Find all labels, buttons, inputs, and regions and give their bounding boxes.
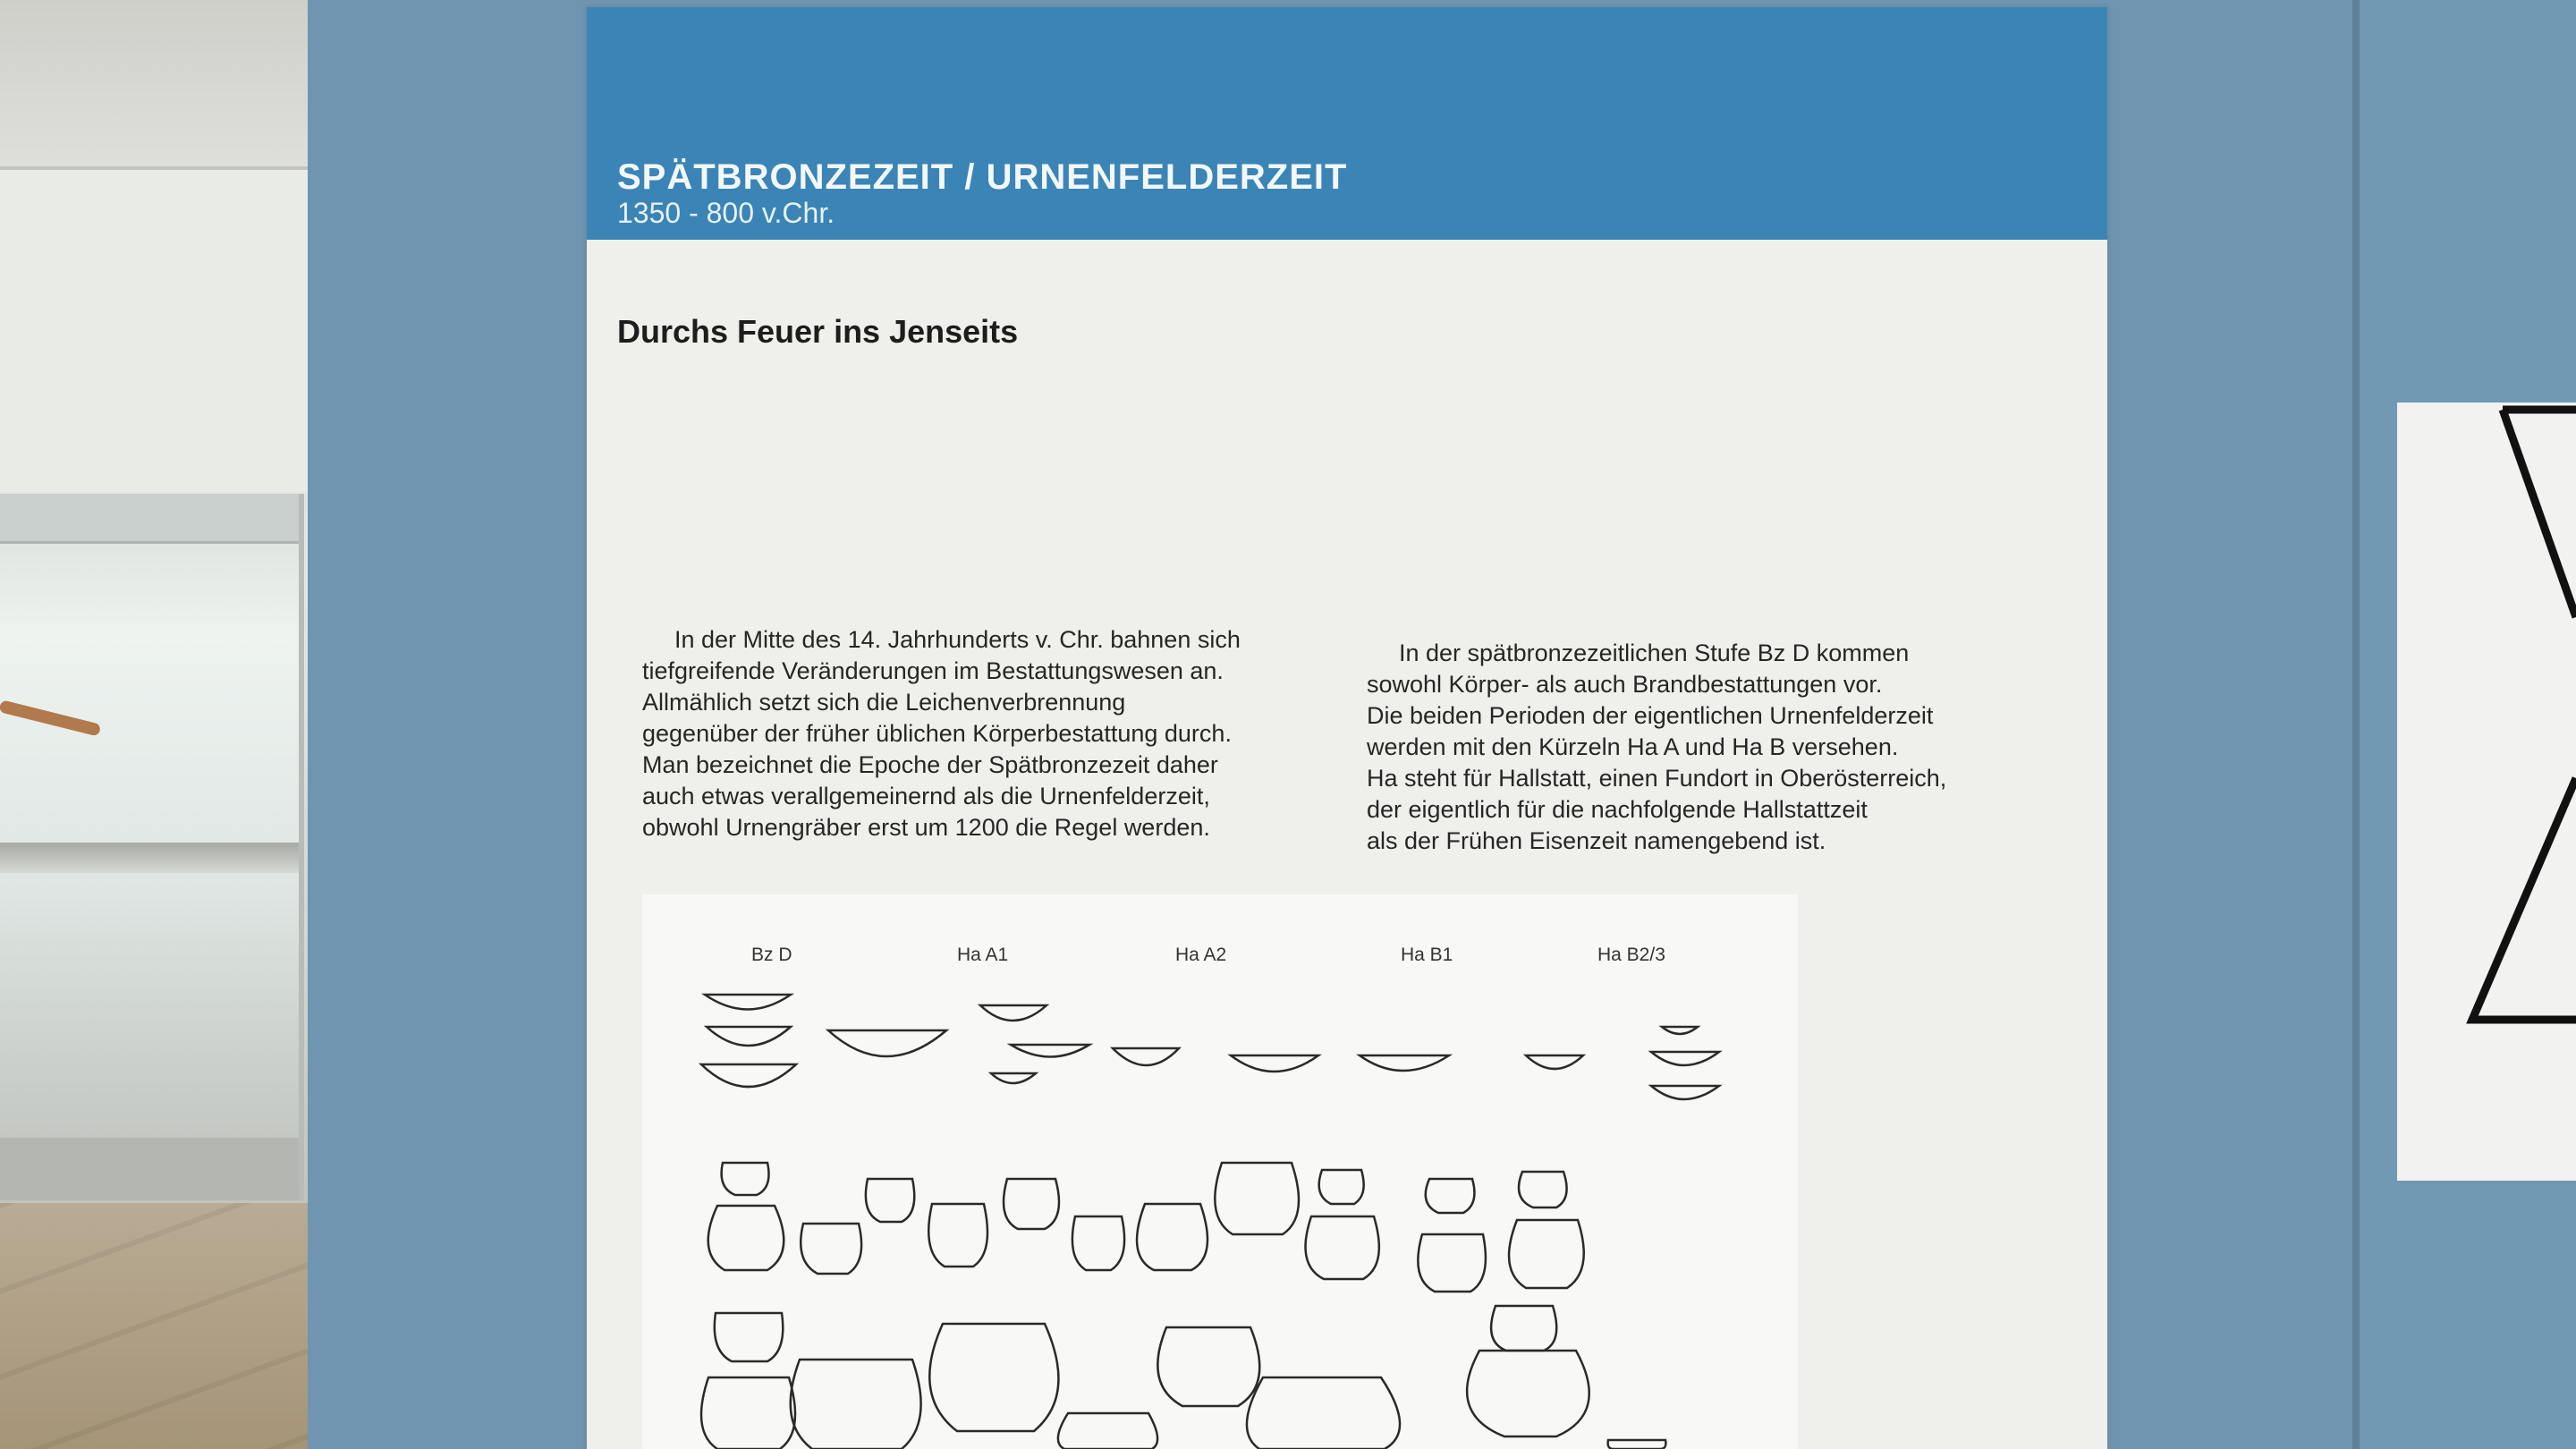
hourglass-graphic [2397, 402, 2576, 1181]
panel-title: SPÄTBRONZEZEIT / URNENFELDERZEIT [617, 157, 1348, 197]
panel-header [587, 7, 2107, 240]
phase-label-haa2: Ha A2 [1175, 945, 1227, 965]
adjacent-panel [2397, 402, 2576, 1181]
text-column-left [642, 624, 1322, 843]
wall-seam [2352, 0, 2360, 1449]
vitrine-base [0, 1138, 299, 1200]
room-floor [0, 1203, 308, 1449]
pottery-chronology-chart [642, 894, 1798, 1449]
vitrine-top [0, 494, 299, 544]
panel-subtitle: Durchs Feuer ins Jenseits [617, 313, 1019, 350]
room-wall [0, 170, 308, 492]
text-column-right [1367, 638, 2064, 857]
paragraph-left: In der Mitte des 14. Jahrhunderts v. Chr. bahnen sich tiefgreifende Veränderungen im Bestattungswesen an. Allmählich setzt sich die Leichenverbrennung gegenüber der früher üblichen Körperbestattung durch. Man bezeichnet die Epoche der Spätbronzezeit daher auch etwas verallgemeinernd als die Urnenfelderzeit, obwohl Urnengräber erst um 1200 die Regel werden. [642, 626, 1241, 841]
artifact-stick [0, 699, 101, 736]
phase-label-bzd: Bz D [751, 945, 792, 965]
vessel-row [708, 1163, 1584, 1292]
background-room [0, 0, 308, 1449]
pottery-drawings [642, 894, 1798, 1449]
urn-row [701, 1306, 1665, 1449]
phase-label-haa1: Ha A1 [957, 945, 1009, 965]
phase-label-hab23: Ha B2/3 [1597, 945, 1665, 965]
paragraph-right: In der spätbronzezeitlichen Stufe Bz D kommen sowohl Körper- als auch Brandbestattungen vor. Die beiden Perioden der eigentlichen Urnenfelderzeit werden mit den Kürzeln Ha A und Ha B versehen. Ha steht für Hallstatt, einen Fundort in Oberösterreich, der eigentlich für die nachfolgende Hallstattzeit als der Frühen Eisenzeit namengebend ist. [1367, 640, 1947, 854]
vitrine-shelf [0, 843, 299, 873]
info-panel [587, 7, 2107, 1449]
phase-label-hab1: Ha B1 [1401, 945, 1453, 965]
panel-dates: 1350 - 800 v.Chr. [617, 197, 835, 229]
room-ceiling [0, 0, 308, 170]
display-vitrine [0, 494, 304, 1200]
bowl-row [701, 995, 1719, 1099]
